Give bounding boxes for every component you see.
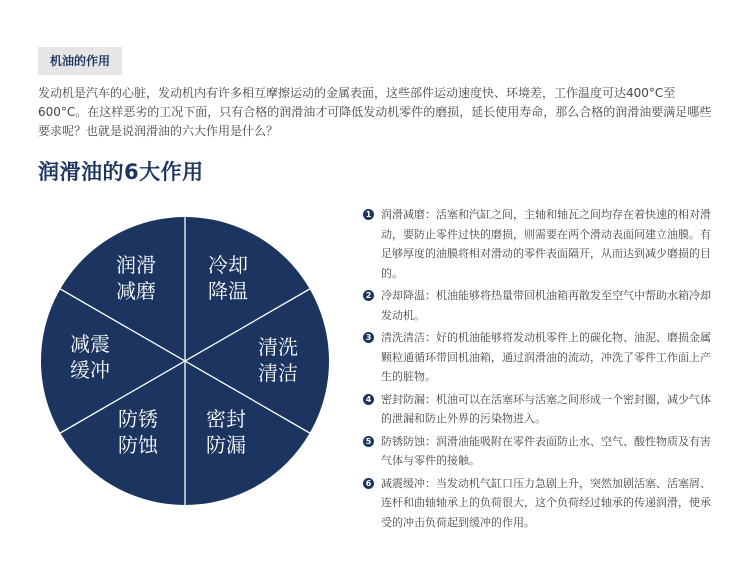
- number-badge: 6: [363, 478, 374, 489]
- sector-sealing-line1: 密封: [206, 407, 246, 431]
- sector-cleaning-line2: 清洁: [258, 361, 298, 385]
- list-item-text: 润滑减磨：活塞和汽缸之间，主轴和轴瓦之间均存在着快速的相对滑动，要防止零件过快的磨损，则需要在两个滑动表面间建立油膜。有足够厚度的油膜将相对滑动的零件表面隔开，从而达到减少磨损的目的。: [381, 208, 711, 280]
- number-badge: 2: [363, 290, 374, 301]
- sector-damping-line2: 缓冲: [70, 358, 110, 382]
- list-item-text: 清洗清洁：好的机油能够将发动机零件上的碳化物、油泥、磨损金属颗粒通循环带回机油箱，通过润滑油的流动，冲洗了零件工作面上产生的脏物。: [381, 331, 711, 383]
- page-heading: 润滑油的6大作用: [38, 160, 204, 184]
- list-item-text: 冷却降温：机油能够将热量带回机油箱再散发至空气中帮助水箱冷却发动机。: [381, 289, 711, 322]
- list-item: [363, 328, 719, 387]
- sector-damping-line1: 减震: [70, 332, 110, 356]
- sector-cooling-line2: 降温: [208, 279, 248, 303]
- list-item: [363, 474, 719, 533]
- intro-paragraph: 发动机是汽车的心脏，发动机内有许多相互摩擦运动的金属表面，这些部件运动速度快、环境差，工作温度可达400°C至600°C。在这样恶劣的工况下面，只有合格的润滑油才可降低发动机零件的磨损，延长使用寿命，那么合格的润滑油要满足哪些要求呢？也就是说润滑油的六大作用是什么？: [38, 86, 712, 138]
- sector-cleaning-line1: 清洗: [258, 335, 298, 359]
- list-item-text: 减震缓冲：当发动机气缸口压力急剧上升，突然加剧活塞、活塞屑、连杆和曲轴轴承上的负荷很大，这个负荷经过轴承的传递润滑，使承受的冲击负荷起到缓冲的作用。: [381, 476, 711, 529]
- sector-lubrication-line1: 润滑: [116, 253, 156, 277]
- function-wheel: [38, 214, 332, 508]
- number-badge: 1: [363, 209, 374, 220]
- number-badge: 4: [363, 394, 374, 405]
- list-item-text: 密封防漏：机油可以在活塞环与活塞之间形成一个密封圈，减少气体的泄漏和防止外界的污染物进入。: [381, 392, 711, 425]
- sector-lubrication-line2: 减磨: [116, 279, 156, 303]
- list-item: [363, 390, 719, 429]
- sector-sealing-line2: 防漏: [206, 433, 246, 457]
- number-badge: 5: [363, 436, 374, 447]
- section-tag: 机油的作用: [38, 47, 122, 75]
- function-list: [363, 205, 719, 535]
- sector-anticorrosion-line2: 防蚀: [118, 433, 158, 457]
- list-item: [363, 205, 719, 283]
- number-badge: 3: [363, 332, 374, 343]
- list-item: [363, 286, 719, 325]
- list-item-text: 防锈防蚀：润滑油能吸附在零件表面防止水、空气、酸性物质及有害气体与零件的接触。: [381, 434, 711, 467]
- sector-anticorrosion-line1: 防锈: [118, 407, 158, 431]
- sector-cooling-line1: 冷却: [208, 253, 248, 277]
- list-item: [363, 432, 719, 471]
